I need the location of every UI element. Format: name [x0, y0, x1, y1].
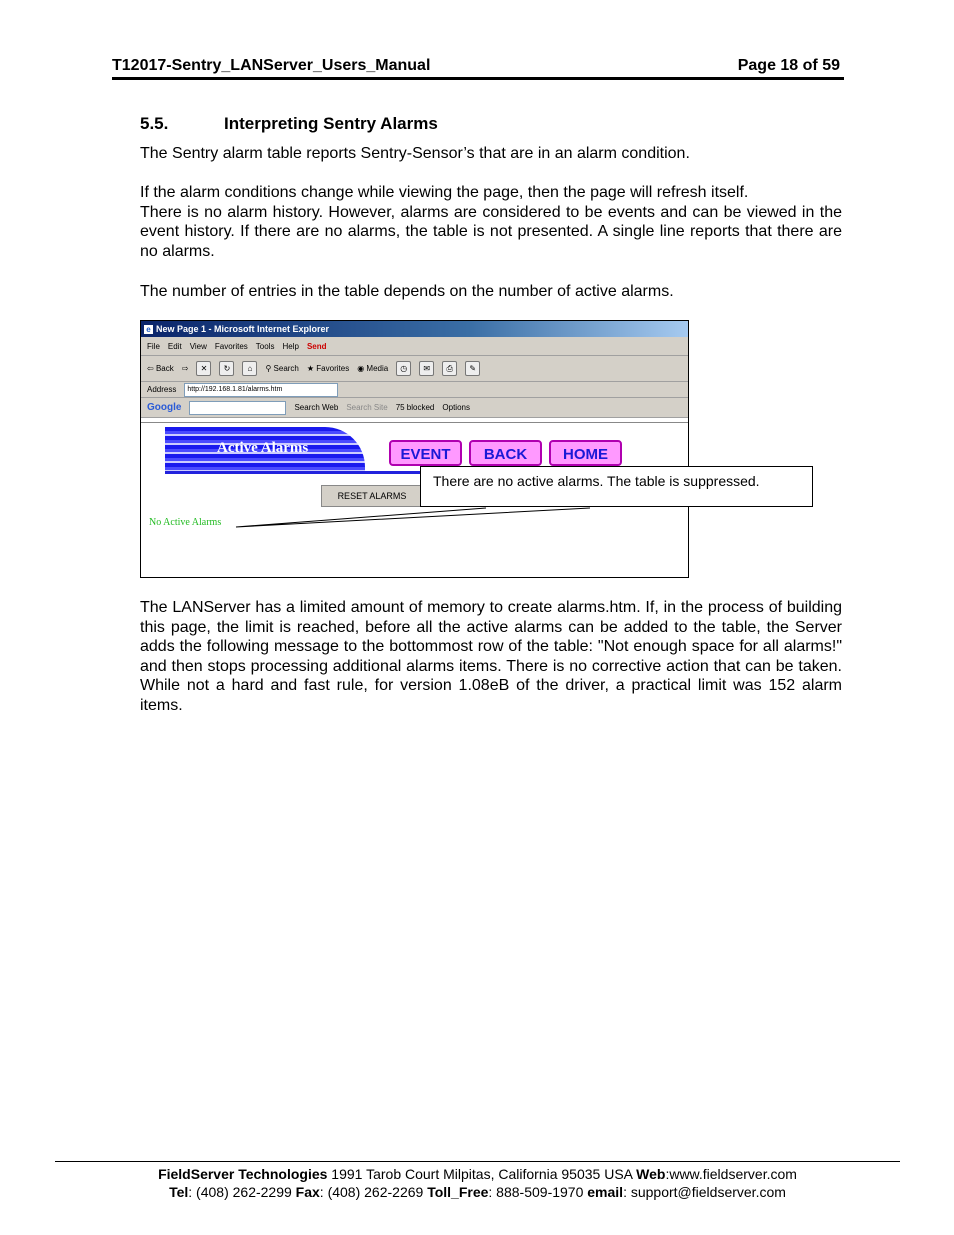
footer-line-1 [55, 1166, 900, 1182]
footer-fax-label: Fax [295, 1184, 320, 1200]
popup-blocked-count[interactable]: 75 blocked [395, 403, 435, 412]
paragraph-intro: The Sentry alarm table reports Sentry-Sensor’s that are in an alarm condition. [140, 145, 690, 162]
refresh-icon[interactable]: ↻ [219, 361, 234, 376]
google-search-input[interactable] [189, 401, 286, 415]
footer-company: FieldServer Technologies [158, 1166, 328, 1182]
section-title: Interpreting Sentry Alarms [224, 114, 438, 133]
reset-alarms-button[interactable]: RESET ALARMS [321, 485, 423, 507]
back-nav-button[interactable]: BACK [469, 440, 542, 466]
search-icon: ⚲ [265, 364, 272, 373]
window-titlebar [141, 321, 688, 337]
google-toolbar [141, 398, 688, 418]
paragraph-refresh: If the alarm conditions change while viewing the page, then the page will refresh itself. There is no alarm history. However, alarms are considered to be events and can be viewed in the event history. If there are no alarms, the table is not presented. A single line reports that there are no alarms. [140, 184, 842, 260]
callout-box [420, 466, 813, 507]
callout-text: There are no active alarms. The table is suppressed. [433, 473, 760, 489]
paragraph-memory-limit: The LANServer has a limited amount of memory to create alarms.htm. If, in the process of building this page, the limit is reached, before all the active alarms can be added to the table, the Server adds the following message to the bottommost row of the table: "Not enough space for all alarms!" and then stops processing additional alarms items. There is no corrective action that can be taken. While not a hard and fast rule, for version 1.08eB of the driver, a practical limit was 152 alarm items. [140, 599, 842, 714]
section-number: 5.5. [140, 114, 169, 133]
footer-fax: : (408) 262-2269 [319, 1184, 428, 1200]
media-button[interactable]: ◉ Media [357, 364, 389, 373]
no-alarms-text: No Active Alarms [149, 517, 222, 528]
menu-edit[interactable]: Edit [167, 341, 182, 351]
menu-view[interactable]: View [189, 341, 207, 351]
footer-email-label: email [587, 1184, 624, 1200]
send-button[interactable]: Send [306, 341, 327, 351]
print-icon[interactable]: ⎙ [442, 361, 457, 376]
footer-email[interactable]: : support@fieldserver.com [623, 1184, 786, 1200]
menu-file[interactable]: File [147, 341, 160, 351]
menu-favorites[interactable]: Favorites [214, 341, 248, 351]
home-icon[interactable]: ⌂ [242, 361, 257, 376]
search-site-button[interactable]: Search Site [346, 403, 388, 412]
window-title: New Page 1 - Microsoft Internet Explorer [156, 324, 330, 334]
footer-web-label: Web [636, 1166, 666, 1182]
menu-help[interactable]: Help [282, 341, 299, 351]
menu-bar [141, 337, 688, 356]
footer-tel: : (408) 262-2299 [188, 1184, 296, 1200]
address-bar [141, 382, 688, 398]
document-id: T12017-Sentry_LANServer_Users_Manual [112, 57, 431, 74]
event-button[interactable]: EVENT [389, 440, 462, 466]
section-heading [140, 114, 438, 134]
active-alarms-banner [165, 427, 365, 471]
forward-arrow-icon[interactable]: ⇨ [181, 364, 189, 373]
star-icon: ★ [306, 364, 315, 373]
footer-address: 1991 Tarob Court Milpitas, California 95035 USA [327, 1166, 637, 1182]
footer-tel-label: Tel [169, 1184, 189, 1200]
page-number: Page 18 of 59 [737, 57, 840, 74]
stop-icon[interactable]: ✕ [196, 361, 211, 376]
google-logo[interactable]: Google [147, 402, 182, 413]
ie-logo-icon: e [144, 325, 153, 334]
browser-screenshot [140, 320, 689, 578]
back-arrow-icon: ⇦ [147, 364, 154, 373]
footer-rule [55, 1161, 900, 1162]
address-input[interactable]: http://192.168.1.81/alarms.htm [184, 383, 338, 397]
history-icon[interactable]: ◷ [396, 361, 411, 376]
media-icon: ◉ [357, 364, 365, 373]
footer-line-2 [55, 1184, 900, 1200]
menu-tools[interactable]: Tools [255, 341, 275, 351]
browser-toolbar [141, 356, 688, 382]
home-nav-button[interactable]: HOME [549, 440, 622, 466]
footer-toll: : 888-509-1970 [488, 1184, 588, 1200]
footer-web[interactable]: :www.fieldserver.com [665, 1166, 797, 1182]
back-button[interactable]: ⇦ Back [147, 364, 174, 373]
edit-icon[interactable]: ✎ [465, 361, 480, 376]
search-button[interactable]: ⚲ Search [265, 364, 299, 373]
header-rule [112, 77, 844, 80]
search-web-button[interactable]: Search Web [294, 403, 339, 412]
options-button[interactable]: Options [442, 403, 470, 412]
paragraph-entries: The number of entries in the table depends on the number of active alarms. [140, 283, 674, 300]
footer-toll-label: Toll_Free [427, 1184, 489, 1200]
address-label: Address [147, 385, 177, 394]
mail-icon[interactable]: ✉ [419, 361, 434, 376]
banner-title: Active Alarms [217, 440, 309, 456]
favorites-button[interactable]: ★ Favorites [306, 364, 350, 373]
